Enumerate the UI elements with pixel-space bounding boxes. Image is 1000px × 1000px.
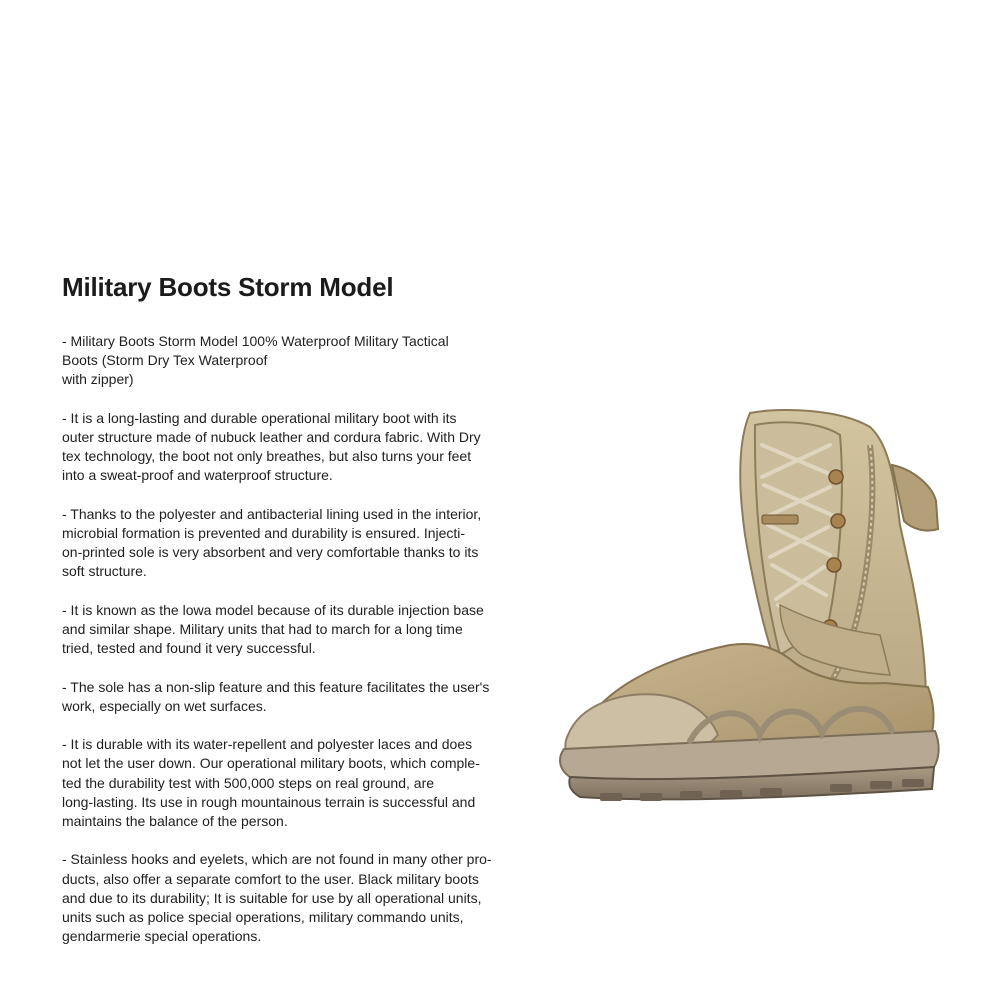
description-paragraph [62,601,532,659]
description-paragraph [62,409,532,486]
text-line: with zipper) [62,371,134,388]
description-text [62,332,532,966]
text-line: and due to its durability; It is suitable for use by all operational units, [62,889,482,906]
text-line: long-lasting. Its use in rough mountainous terrain is successful and [62,793,476,810]
description-paragraph [62,735,532,831]
text-line: - Military Boots Storm Model 100% Waterproof Military Tactical [62,333,449,349]
text-line: on-printed sole is very absorbent and very comfortable thanks to its [62,544,479,561]
text-line: gendarmerie special operations. [62,928,262,945]
text-line: Boots (Storm Dry Tex Waterproof [62,352,268,369]
text-line: microbial formation is prevented and durability is ensured. Injecti- [62,525,466,541]
text-line: - The sole has a non-slip feature and this feature facilitates the user's [62,678,490,695]
boot-logo-tag [762,515,798,524]
page-title: Military Boots Storm Model [62,272,394,302]
text-line: and similar shape. Military units that had to march for a long time [62,621,463,637]
text-line: into a sweat-proof and waterproof structure. [62,467,333,484]
text-line: - Thanks to the polyester and antibacterial lining used in the interior, [62,505,482,522]
text-line: work, especially on wet surfaces. [62,697,267,714]
text-line: outer structure made of nubuck leather and cordura fabric. With Dry [62,429,481,445]
text-line: - It is a long-lasting and durable operational military boot with its [62,409,457,426]
description-paragraph [62,850,532,946]
text-line: tried, tested and found it very successful. [62,640,316,657]
text-line: - It is durable with its water-repellent and polyester laces and does [62,736,473,753]
text-line: - Stainless hooks and eyelets, which are not found in many other pro- [62,851,492,868]
military-boot-image [540,405,960,830]
text-line: tex technology, the boot not only breathes, but also turns your feet [62,448,472,465]
text-line: units such as police special operations, military commando units, [62,909,464,925]
description-paragraph [62,332,532,390]
text-line: ted the durability test with 500,000 steps on real ground, are [62,774,435,791]
text-line: soft structure. [62,563,147,580]
description-paragraph [62,678,532,716]
boot-illustration [540,405,960,830]
text-line: - It is known as the lowa model because of its durable injection base [62,601,484,618]
text-line: not let the user down. Our operational military boots, which comple- [62,755,480,772]
description-paragraph [62,505,532,582]
text-line: maintains the balance of the person. [62,813,288,829]
text-line: ducts, also offer a separate comfort to the user. Black military boots [62,870,479,887]
